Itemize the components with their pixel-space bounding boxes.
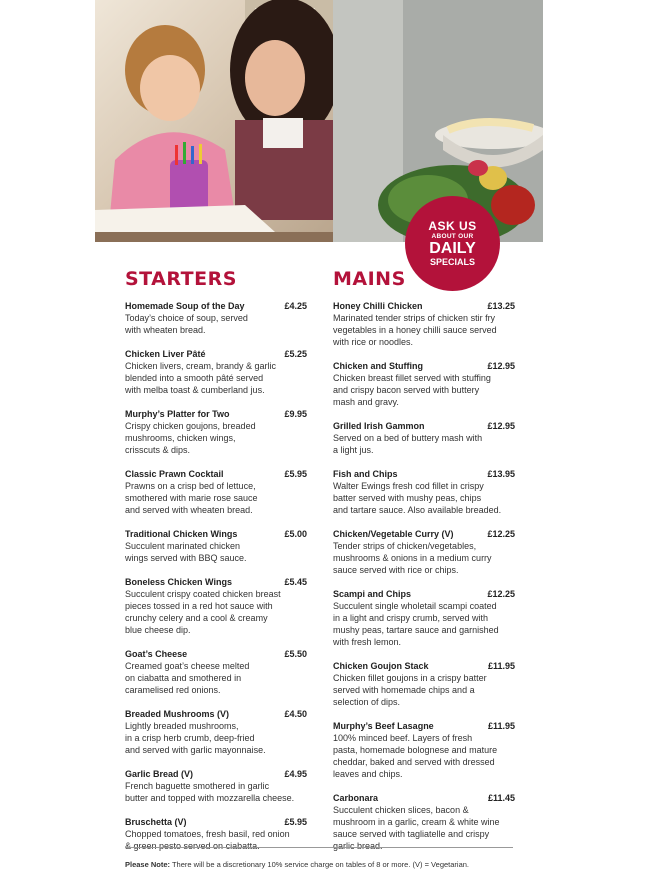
item-name: Chicken Liver Pâté bbox=[125, 349, 206, 359]
mains-section bbox=[333, 268, 515, 864]
starters-heading: STARTERS bbox=[125, 268, 237, 290]
item-price: £11.95 bbox=[487, 661, 515, 671]
item-price: £12.95 bbox=[487, 361, 515, 371]
item-description: Served on a bed of buttery mash with a light jus. bbox=[333, 433, 483, 455]
item-name: Garlic Bread (V) bbox=[125, 769, 194, 779]
item-price: £4.95 bbox=[284, 769, 307, 779]
menu-item bbox=[125, 468, 307, 516]
item-description: Prawns on a crisp bed of lettuce, smothered with marie rose sauce and served with wheaten bread. bbox=[125, 481, 258, 515]
menu-item bbox=[125, 768, 307, 804]
item-price: £5.00 bbox=[284, 529, 307, 539]
item-name: Carbonara bbox=[333, 793, 379, 803]
item-description: Creamed goat’s cheese melted on ciabatta and smothered in caramelised red onions. bbox=[125, 661, 250, 695]
item-description: Chicken breast fillet served with stuffing and crispy bacon served with buttery mash and gravy. bbox=[333, 373, 491, 407]
item-price: £11.95 bbox=[487, 721, 515, 731]
footer-note-text: There will be a discretionary 10% service charge on tables of 8 or more. (V) = Vegetarian. bbox=[170, 860, 470, 869]
item-name: Fish and Chips bbox=[333, 469, 398, 479]
item-name: Boneless Chicken Wings bbox=[125, 577, 232, 587]
item-price: £5.95 bbox=[284, 817, 307, 827]
menu-item bbox=[333, 588, 515, 648]
menu-item bbox=[125, 348, 307, 396]
menu-item bbox=[333, 528, 515, 576]
item-name: Chicken and Stuffing bbox=[333, 361, 423, 371]
menu-item bbox=[333, 720, 515, 780]
badge-line-3: DAILY bbox=[429, 240, 476, 258]
item-description: Succulent chicken slices, bacon & mushroom in a garlic, cream & white wine sauce served with tagliatelle and crispy garlic bread. bbox=[333, 805, 500, 851]
menu-item bbox=[125, 576, 307, 636]
item-name: Murphy’s Beef Lasagne bbox=[333, 721, 434, 731]
item-name: Traditional Chicken Wings bbox=[125, 529, 238, 539]
item-description: Crispy chicken goujons, breaded mushrooms, chicken wings, crisscuts & dips. bbox=[125, 421, 256, 455]
item-price: £9.95 bbox=[284, 409, 307, 419]
item-price: £12.95 bbox=[487, 421, 515, 431]
photo-mother-and-child bbox=[95, 0, 333, 242]
footer-note bbox=[125, 860, 469, 869]
item-name: Breaded Mushrooms (V) bbox=[125, 709, 230, 719]
menu-item bbox=[125, 648, 307, 696]
menu-item bbox=[333, 360, 515, 408]
item-description: Chopped tomatoes, fresh basil, red onion & green pesto served on ciabatta. bbox=[125, 829, 290, 851]
menu-item bbox=[333, 468, 515, 516]
footer-note-label: Please Note: bbox=[125, 860, 171, 869]
item-price: £12.25 bbox=[487, 529, 515, 539]
item-name: Homemade Soup of the Day bbox=[125, 301, 245, 311]
item-name: Chicken/Vegetable Curry (V) bbox=[333, 529, 454, 539]
menu-item bbox=[125, 408, 307, 456]
starters-section bbox=[125, 268, 307, 864]
item-name: Bruschetta (V) bbox=[125, 817, 187, 827]
item-name: Scampi and Chips bbox=[333, 589, 412, 599]
item-price: £5.45 bbox=[284, 577, 307, 587]
item-price: £13.25 bbox=[487, 301, 515, 311]
item-name: Classic Prawn Cocktail bbox=[125, 469, 224, 479]
menu-item bbox=[333, 792, 515, 852]
item-description: Tender strips of chicken/vegetables, mushrooms & onions in a medium curry sauce served with rice or chips. bbox=[333, 541, 492, 575]
item-description: Succulent single wholetail scampi coated in a light and crispy crumb, served with mushy peas, tartare sauce and garnished with fresh lemon. bbox=[333, 601, 499, 647]
item-name: Grilled Irish Gammon bbox=[333, 421, 425, 431]
item-name: Murphy’s Platter for Two bbox=[125, 409, 230, 419]
item-description: Lightly breaded mushrooms, in a crisp herb crumb, deep-fried and served with garlic mayonnaise. bbox=[125, 721, 266, 755]
footer-divider bbox=[125, 847, 513, 848]
menu-item bbox=[125, 528, 307, 564]
item-description: Succulent marinated chicken wings served with BBQ sauce. bbox=[125, 541, 247, 563]
item-description: Today’s choice of soup, served with wheaten bread. bbox=[125, 313, 248, 335]
badge-line-2: ABOUT OUR bbox=[431, 232, 474, 240]
menu-item bbox=[125, 708, 307, 756]
mains-heading: MAINS bbox=[333, 268, 406, 290]
item-description: Succulent crispy coated chicken breast pieces tossed in a red hot sauce with crunchy celery and a cool & creamy blue cheese dip. bbox=[125, 589, 281, 635]
item-description: French baguette smothered in garlic butter and topped with mozzarella cheese. bbox=[125, 781, 295, 803]
menu-item bbox=[125, 300, 307, 336]
item-price: £5.95 bbox=[284, 469, 307, 479]
item-name: Honey Chilli Chicken bbox=[333, 301, 423, 311]
item-price: £5.50 bbox=[284, 649, 307, 659]
item-description: Walter Ewings fresh cod fillet in crispy batter served with mushy peas, chips and tartare sauce. Also available breaded. bbox=[333, 481, 502, 515]
item-price: £13.95 bbox=[487, 469, 515, 479]
menu-item bbox=[333, 420, 515, 456]
item-price: £4.25 bbox=[284, 301, 307, 311]
item-price: £5.25 bbox=[284, 349, 307, 359]
badge-line-4: SPECIALS bbox=[429, 257, 475, 268]
item-description: Chicken livers, cream, brandy & garlic blended into a smooth pâté served with melba toast & cumberland jus. bbox=[125, 361, 277, 395]
item-description: Chicken fillet goujons in a crispy batter served with homemade chips and a selection of dips. bbox=[333, 673, 487, 707]
item-price: £12.25 bbox=[487, 589, 515, 599]
menu-item bbox=[333, 660, 515, 708]
item-name: Chicken Goujon Stack bbox=[333, 661, 429, 671]
item-description: 100% minced beef. Layers of fresh pasta, homemade bolognese and mature cheddar, baked and served with dressed leaves and chips. bbox=[333, 733, 498, 779]
badge-line-1: ASK US bbox=[428, 218, 477, 233]
menu-item bbox=[333, 300, 515, 348]
item-name: Goat’s Cheese bbox=[125, 649, 188, 659]
item-price: £4.50 bbox=[284, 709, 307, 719]
item-price: £11.45 bbox=[487, 793, 515, 803]
item-description: Marinated tender strips of chicken stir fry vegetables in a honey chilli sauce served with rice or noodles. bbox=[333, 313, 497, 347]
